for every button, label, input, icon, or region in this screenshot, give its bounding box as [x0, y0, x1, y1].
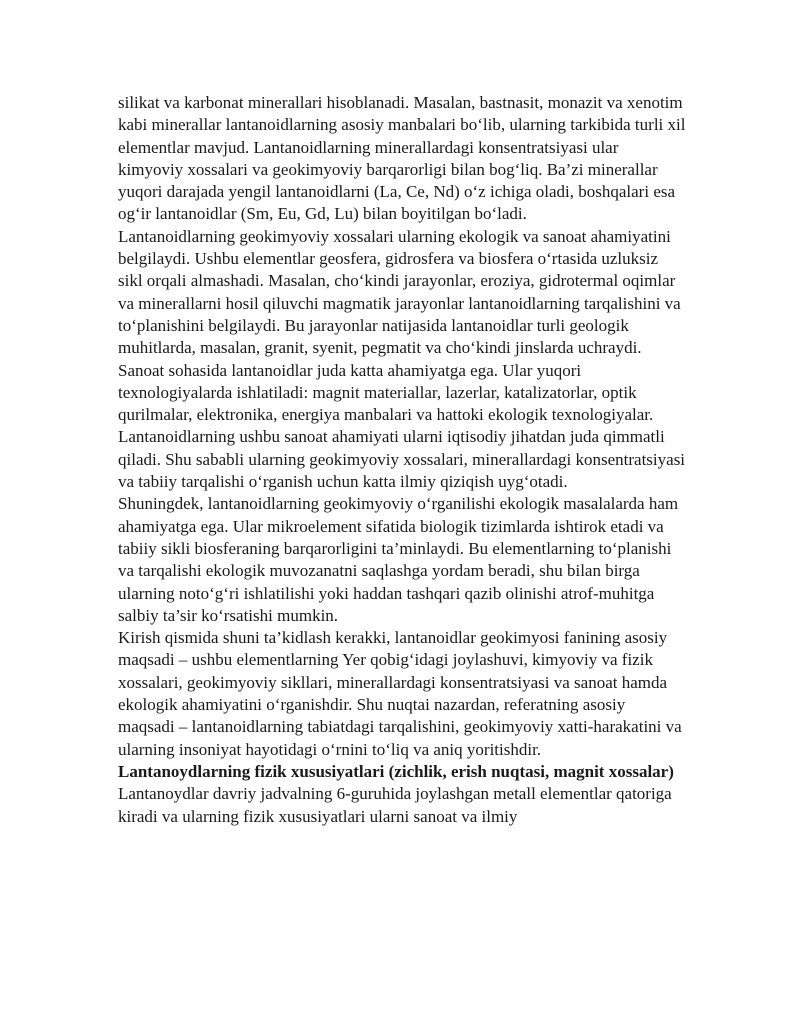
document-page — [118, 92, 686, 828]
section-heading: Lantanoydlarning fizik xususiyatlari (zichlik, erish nuqtasi, magnit xossalar) — [118, 761, 674, 781]
body-paragraph: Lantanoidlarning geokimyoviy xossalari ularning ekologik va sanoat ahamiyatini belgilaydi. Ushbu elementlar geosfera, gidrosfera va biosfera o‘rtasida uzluksiz sikl orqali almashadi. Masalan, cho‘kindi jarayonlar, eroziya, gidrotermal oqimlar va minerallarni hosil qiluvchi magmatik jarayonlar lantanoidlarning tarqalishini va to‘planishini belgilaydi. Bu jarayonlar natijasida lantanoidlar turli geologik muhitlarda, masalan, granit, syenit, pegmatit va cho‘kindi jinslarda uchraydi. — [118, 226, 681, 358]
body-paragraph: Lantanoydlar davriy jadvalning 6-guruhida joylashgan metall elementlar qatoriga kiradi va ularning fizik xususiyatlari ularni sanoat va ilmiy — [118, 784, 672, 826]
body-paragraph: Sanoat sohasida lantanoidlar juda katta ahamiyatga ega. Ular yuqori texnologiyalarda ishlatiladi: magnit materiallar, lazerlar, katalizatorlar, optik qurilmalar, elektronika, energiya manbalari va hattoki ekologik texnologiyalar. Lantanoidlarning ushbu sanoat ahamiyati ularni iqtisodiy jihatdan juda qimmatli qiladi. Shu sababli ularning geokimyoviy xossalari, minerallardagi konsentratsiyasi va tabiiy tarqalishi o‘rganish uchun katta ilmiy qiziqish uyg‘otadi. — [118, 360, 686, 492]
body-paragraph: silikat va karbonat minerallari hisoblanadi. Masalan, bastnasit, monazit va xenotim kabi minerallar lantanoidlarning asosiy manbalari bo‘lib, ularning tarkibida turli xil elementlar mavjud. Lantanoidlarning minerallardagi konsentratsiyasi ular kimyoviy xossalari va geokimyoviy barqarorligi bilan bog‘liq. Ba’zi minerallar yuqori darajada yengil lantanoidlarni (La, Ce, Nd) o‘z ichiga oladi, boshqalari esa og‘ir lantanoidlar (Sm, Eu, Gd, Lu) bilan boyitilgan bo‘ladi. — [118, 93, 686, 224]
body-paragraph: Shuningdek, lantanoidlarning geokimyoviy o‘rganilishi ekologik masalalarda ham ahamiyatga ega. Ular mikroelement sifatida biologik tizimlarda ishtirok etadi va tabiiy sikli biosferaning barqarorligini ta’minlaydi. Bu elementlarning to‘planishi va tarqalishi ekologik muvozanatni saqlashga yordam beradi, shu bilan birga ularning noto‘g‘ri ishlatilishi yoki haddan tashqari qazib olinishi atrof-muhitga salbiy ta’sir ko‘rsatishi mumkin. — [118, 494, 679, 625]
body-paragraph: Kirish qismida shuni ta’kidlash kerakki, lantanoidlar geokimyosi fanining asosiy maqsadi – ushbu elementlarning Yer qobig‘idagi joylashuvi, kimyoviy va fizik xossalari, geokimyoviy sikllari, minerallardagi konsentratsiyasi va sanoat hamda ekologik ahamiyatini o‘rganishdir. Shu nuqtai nazardan, referatning asosiy maqsadi – lantanoidlarning tabiatdagi tarqalishini, geokimyoviy xatti-harakatini va ularning insoniyat hayotidagi o‘rnini to‘liq va aniq yoritishdir. — [118, 628, 682, 759]
